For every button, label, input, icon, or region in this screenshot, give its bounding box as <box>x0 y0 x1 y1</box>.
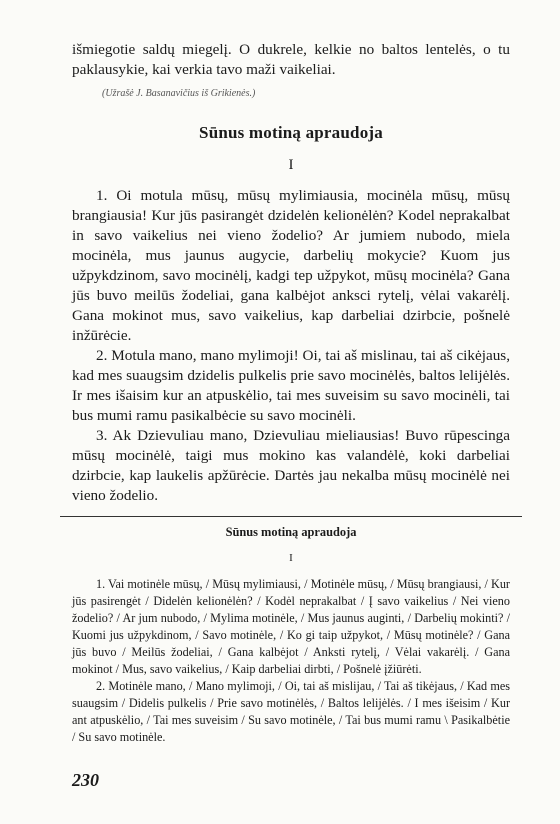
section-divider <box>60 516 522 517</box>
paragraph-2: 2. Motula mano, mano mylimoji! Oi, tai aš mislinau, tai aš cikėjaus, kad mes suaugsim dzidelis pulkelis prie savo mocinėlės, baltos lelijėlės. Ir mes išaisim kur an atpuskėlio, tai mes suveisim su savo mocinėli, tai bus mumi ramu pasikalbėcie su savo mocinėli. <box>72 347 510 424</box>
normalized-roman-numeral: I <box>289 552 293 564</box>
source-note: (Užrašė J. Basanavičius iš Grikienės.) <box>102 88 256 99</box>
normalized-paragraph-1: 1. Vai motinėle mūsų, / Mūsų mylimiausi, / Motinėle mūsų, / Mūsų brangiausi, / Kur jūs pasirengėt / Didelėn kelionėlėn? / Kodėl neprakalbat / Į savo vaikelius / Nei vieno žodelio? / Ar jum nubodo, / Mylima motinėle, / Mus jaunus auginti, / Darbelių mokinti? / Kuomi jus užpykdinom, / Savo motinėle, / Ko gi taip užpykot, / Mūsų motinėle? / Gana jūs buvo / Meilūs žodeliai, / Gana kalbėjot / Anksti rytelį, / Vėlai vakarėlį. / Gana mokinot / Mus, savo vaikelius, / Kaip darbeliai dirbti, / Pošnelė įžiūrėti. <box>72 577 510 676</box>
section-title: Sūnus motiną apraudoja <box>199 123 383 142</box>
normalized-paragraph-2: 2. Motinėle mano, / Mano mylimoji, / Oi, tai aš mislijau, / Tai aš tikėjaus, / Kad mes suaugsim / Didelis pulkelis / Prie savo motinėlės, / Baltos lelijėlės. / I mes išeisim / Kur ant atpuskėlio, / Tai mes suveisim / Su savo motinėle, / Tai bus mumi ramu \ Pasikalbėtie / Su savo motinėle. <box>72 679 510 744</box>
paragraph-3: 3. Ak Dzievuliau mano, Dzievuliau mieliausias! Buvo rūpescinga mūsų mocinėlė, taigi mus mokino kas valandėlė, koki darbeliai dzirbcie, kap laukelis apžūrėcie. Dartės jau nekalba mūsų mocinėlė nei vieno žodelio. <box>72 427 510 504</box>
section-roman-numeral: I <box>288 157 294 173</box>
paragraph-1: 1. Oi motula mūsų, mūsų mylimiausia, mocinėla mūsų, mūsų brangiausia! Kur jūs pasirangėt dzidelėn kelionėlėn? Kodel neprakalbat in savo vaikelius nei vieno žodelio? Ar jumiem nubodo, miela mocinėla, mus jaunus augycie, darbelių mokycie? Kuom jus užpykdzinom, savo mocinėlį, kadgi tep užpykot, mūsų mocinėla? Gana jūs buvo meilūs žodeliai, gana kalbėjot anksci rytelį, vėlai vakarėlį. Gana mokinot mus, savo vaikelius, kap darbeliai dzirbcie, pošnelė inžūrėcie. <box>72 187 510 344</box>
continued-text: išmiegotie saldų miegelį. O dukrele, kelkie no baltos lentelės, o tu paklausykie, kai verkia tavo maži vaikeliai. <box>72 41 510 78</box>
page-number: 230 <box>72 770 99 790</box>
normalized-section-title: Sūnus motiną apraudoja <box>225 525 357 539</box>
